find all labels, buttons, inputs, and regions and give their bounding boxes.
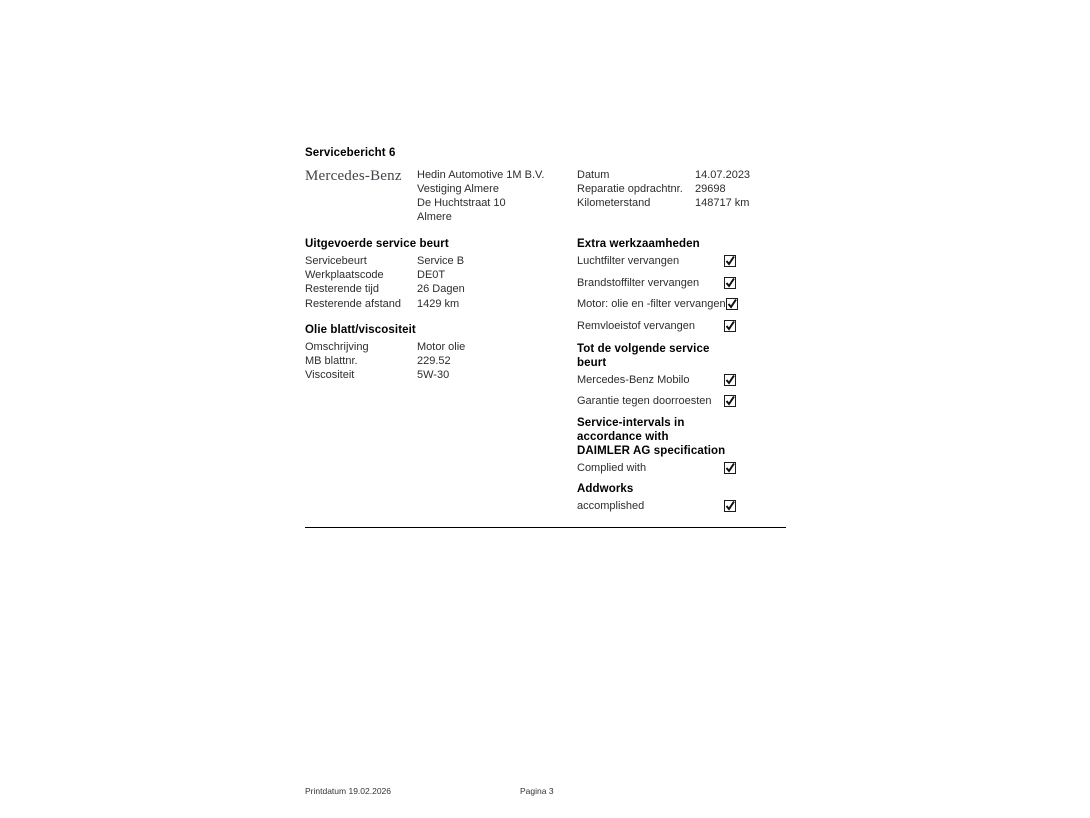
service-report-page xyxy=(305,146,786,528)
report-body xyxy=(305,237,786,521)
section-title: Extra werkzaamheden xyxy=(577,238,700,250)
kv-row xyxy=(305,354,577,368)
section-uitgevoerde-service xyxy=(305,237,577,311)
section-addworks xyxy=(577,482,736,513)
kv-label: Omschrijving xyxy=(305,340,369,353)
mercedes-benz-wordmark: Mercedes-Benz xyxy=(305,168,402,184)
kv-value: DE0T xyxy=(417,269,446,282)
checkbox-label: Luchtfilter vervangen xyxy=(577,255,680,267)
section-title: Addworks xyxy=(577,483,634,495)
section-service-intervals xyxy=(577,416,736,475)
section-extra-werkzaamheden xyxy=(577,237,736,333)
dealer-street: De Huchtstraat 10 xyxy=(417,197,506,209)
meta-label: Datum xyxy=(577,169,610,181)
meta-value: 29698 xyxy=(695,183,726,195)
checkbox[interactable] xyxy=(724,320,736,332)
checkbox[interactable] xyxy=(724,374,736,386)
checkbox[interactable] xyxy=(724,395,736,407)
section-title: Tot de volgende service beurt xyxy=(577,342,710,369)
checkbox[interactable] xyxy=(724,500,736,512)
checkbox-label: Garantie tegen doorroesten xyxy=(577,395,712,407)
kv-label: Resterende tijd xyxy=(305,283,379,296)
checkmark-icon xyxy=(725,278,735,288)
checkbox-label: Motor: olie en -filter vervangen xyxy=(577,298,726,310)
page-title: Servicebericht 6 xyxy=(305,147,396,159)
checkmark-icon xyxy=(725,501,735,511)
checkbox[interactable] xyxy=(724,277,736,289)
kv-row xyxy=(305,297,577,311)
meta-value: 148717 km xyxy=(695,197,750,209)
kv-value: Motor olie xyxy=(417,340,466,353)
checkbox-label: accomplished xyxy=(577,500,645,512)
checkbox-row-accomplished xyxy=(577,499,736,513)
checkbox-row-garantie-doorroesten xyxy=(577,394,736,408)
right-column xyxy=(577,237,736,521)
checkmark-icon xyxy=(725,396,735,406)
kv-label: Resterende afstand xyxy=(305,297,402,310)
checkmark-icon xyxy=(725,321,735,331)
checkbox[interactable] xyxy=(726,298,738,310)
dealer-city: Almere xyxy=(417,211,452,223)
meta-value: 14.07.2023 xyxy=(695,169,751,181)
checkbox-label: Complied with xyxy=(577,461,647,474)
kv-value: 1429 km xyxy=(417,297,460,310)
checkbox[interactable] xyxy=(724,255,736,267)
kv-row xyxy=(305,282,577,296)
kv-row xyxy=(305,268,577,282)
meta-row-kilometerstand xyxy=(577,196,750,210)
checkbox-row-mobilo xyxy=(577,373,736,387)
report-header xyxy=(305,168,786,224)
checkbox-row-motor-olie xyxy=(577,297,736,311)
checkbox-label: Mercedes-Benz Mobilo xyxy=(577,373,690,386)
meta-row-opdrachtnr xyxy=(577,182,750,196)
section-title: Olie blatt/viscositeit xyxy=(305,323,416,336)
meta-label: Reparatie opdrachtnr. xyxy=(577,183,683,195)
kv-value: Service B xyxy=(417,255,465,267)
dealer-address xyxy=(417,168,577,224)
kv-value: 229.52 xyxy=(417,355,451,368)
checkmark-icon xyxy=(727,299,737,309)
section-title-line1: Service-intervals in accordance with xyxy=(577,416,685,443)
page-number: Pagina 3 xyxy=(520,786,554,796)
dealer-branch: Vestiging Almere xyxy=(417,183,499,195)
section-title: Uitgevoerde service beurt xyxy=(305,238,449,250)
left-column xyxy=(305,237,577,521)
section-tot-volgende-service xyxy=(577,342,736,409)
kv-row xyxy=(305,368,577,382)
kv-label: MB blattnr. xyxy=(305,355,358,368)
report-meta xyxy=(577,168,750,224)
checkbox-label: Remvloeistof vervangen xyxy=(577,319,696,332)
checkbox-label: Brandstoffilter vervangen xyxy=(577,276,700,289)
checkbox-row-brandstoffilter xyxy=(577,276,736,290)
checkmark-icon xyxy=(725,463,735,473)
dealer-name: Hedin Automotive 1M B.V. xyxy=(417,169,545,181)
checkbox-row-luchtfilter xyxy=(577,254,736,268)
section-title-line2: DAIMLER AG specification xyxy=(577,444,726,457)
checkmark-icon xyxy=(725,256,735,266)
kv-label: Servicebeurt xyxy=(305,255,367,267)
section-olie-viscositeit xyxy=(305,323,577,383)
checkmark-icon xyxy=(725,375,735,385)
kv-label: Werkplaatscode xyxy=(305,269,384,282)
kv-row xyxy=(305,254,577,268)
kv-value: 5W-30 xyxy=(417,369,450,382)
kv-value: 26 Dagen xyxy=(417,283,465,296)
horizontal-divider xyxy=(305,527,786,528)
checkbox-row-remvloeistof xyxy=(577,319,736,333)
checkbox[interactable] xyxy=(724,462,736,474)
print-date: Printdatum 19.02.2026 xyxy=(305,786,392,796)
kv-label: Viscositeit xyxy=(305,369,355,382)
meta-label: Kilometerstand xyxy=(577,197,651,209)
kv-row xyxy=(305,340,577,354)
meta-row-datum xyxy=(577,168,750,182)
checkbox-row-complied-with xyxy=(577,461,736,475)
